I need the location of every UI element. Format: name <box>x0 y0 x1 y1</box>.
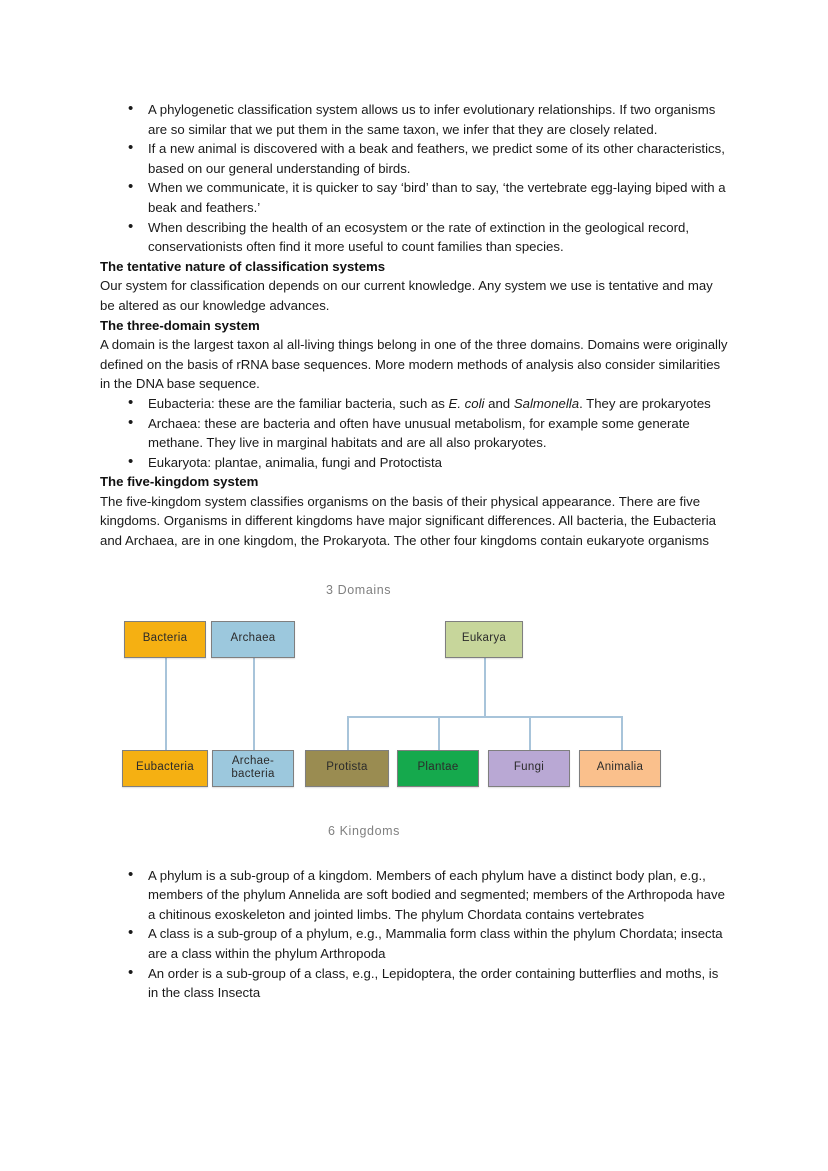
diagram-node-archaebacteria-label: Archae- bacteria <box>231 754 275 781</box>
paragraph-five-kingdom-system: The five-kingdom system classifies organisms on the basis of their physical appearance. There are five kingdoms. Organisms in different kingdoms have major significant differences. All bacteria, the Eubacteria and Archaea, are in one kingdom, the Prokaryota. The other four kingdoms contain eukaryote organisms <box>100 493 716 549</box>
diagram-node-plantae-label: Plantae <box>417 761 459 774</box>
list-item: • A phylum is a sub-group of a kingdom. Members of each phylum have a distinct body plan, e.g., members of the phylum Annelida are soft bodied and segmented; members of the Arthropoda have a chitinous exoskeleton and jointed limbs. The phylum Chordata contains vertebrates <box>100 866 728 925</box>
diagram-node-archaea-label: Archaea <box>230 632 276 645</box>
list-item: • If a new animal is discovered with a beak and feathers, we predict some of its other characteristics, based on our general understanding of birds. <box>100 139 728 178</box>
list-item: • A class is a sub-group of a phylum, e.g., Mammalia form class within the phylum Chordata; insecta are a class within the phylum Arthropoda <box>100 924 728 963</box>
bottom-bullet-list <box>100 866 728 1003</box>
diagram-node-eubacteria-label: Eubacteria <box>136 761 194 774</box>
diagram-node-eukarya-label: Eukarya <box>461 632 507 645</box>
top-bullet-list <box>100 100 728 257</box>
diagram-node-eukarya[interactable] <box>445 621 523 658</box>
diagram-node-animalia-label: Animalia <box>596 761 644 774</box>
heading-five-kingdom-system: The five-kingdom system <box>100 474 259 490</box>
eubacteria-text-pre: Eubacteria: these are the familiar bacteria, such as <box>148 395 449 411</box>
diagram-node-protista-label: Protista <box>326 761 368 774</box>
diagram-node-bacteria-label: Bacteria <box>142 632 188 645</box>
list-item-eubacteria <box>100 394 728 414</box>
diagram-node-eubacteria[interactable] <box>122 750 208 787</box>
heading-tentative-nature: The tentative nature of classification systems <box>100 258 386 274</box>
list-item: • When we communicate, it is quicker to say ‘bird’ than to say, ‘the vertebrate egg-laying biped with a beak and feathers.’ <box>100 178 728 217</box>
list-item-archaea: • Archaea: these are bacteria and often have unusual metabolism, for example some generate methane. They live in marginal habitats and are all also prokaryotes. <box>100 414 728 453</box>
diagram-node-archaebacteria[interactable] <box>212 750 294 787</box>
diagram-node-plantae[interactable] <box>397 750 479 787</box>
diagram-node-fungi-label: Fungi <box>513 761 545 774</box>
diagram-node-bacteria[interactable] <box>124 621 206 658</box>
document-content <box>100 100 728 1003</box>
connector-eukarya-crossbar <box>347 716 623 718</box>
list-item-eukaryota: • Eukaryota: plantae, animalia, fungi and Protoctista <box>100 453 728 473</box>
classification-diagram <box>100 573 728 848</box>
three-domain-bullet-list <box>100 394 728 472</box>
diagram-node-fungi[interactable] <box>488 750 570 787</box>
diagram-label-3-domains: 3 Domains <box>326 582 392 597</box>
diagram-node-protista[interactable] <box>305 750 389 787</box>
heading-three-domain-system: The three-domain system <box>100 317 260 333</box>
eubacteria-text-mid: and <box>484 395 514 411</box>
paragraph-three-domain-system: A domain is the largest taxon al all-living things belong in one of the three domains. Domains were originally defined on the basis of rRNA base sequences. More modern methods of analysis also consider similarities in the DNA base sequence. <box>100 337 728 392</box>
diagram-label-6-kingdoms: 6 Kingdoms <box>328 823 401 838</box>
eubacteria-species-ecoli: E. coli <box>448 395 485 411</box>
connector-eukarya-stem <box>484 657 486 717</box>
eubacteria-species-salmonella: Salmonella <box>513 395 580 411</box>
diagram-node-animalia[interactable] <box>579 750 661 787</box>
list-item: • When describing the health of an ecosystem or the rate of extinction in the geological record, conservationists often find it more useful to count families than species. <box>100 218 728 257</box>
eubacteria-text-post: . They are prokaryotes <box>579 395 711 411</box>
paragraph-tentative-nature: Our system for classification depends on our current knowledge. Any system we use is tentative and may be altered as our knowledge advances. <box>100 278 713 313</box>
list-item: • An order is a sub-group of a class, e.g., Lepidoptera, the order containing butterflies and moths, is in the class Insecta <box>100 964 728 1003</box>
list-item: • A phylogenetic classification system allows us to infer evolutionary relationships. If two organisms are so similar that we put them in the same taxon, we infer that they are closely related. <box>100 100 728 139</box>
diagram-node-archaea[interactable] <box>211 621 295 658</box>
